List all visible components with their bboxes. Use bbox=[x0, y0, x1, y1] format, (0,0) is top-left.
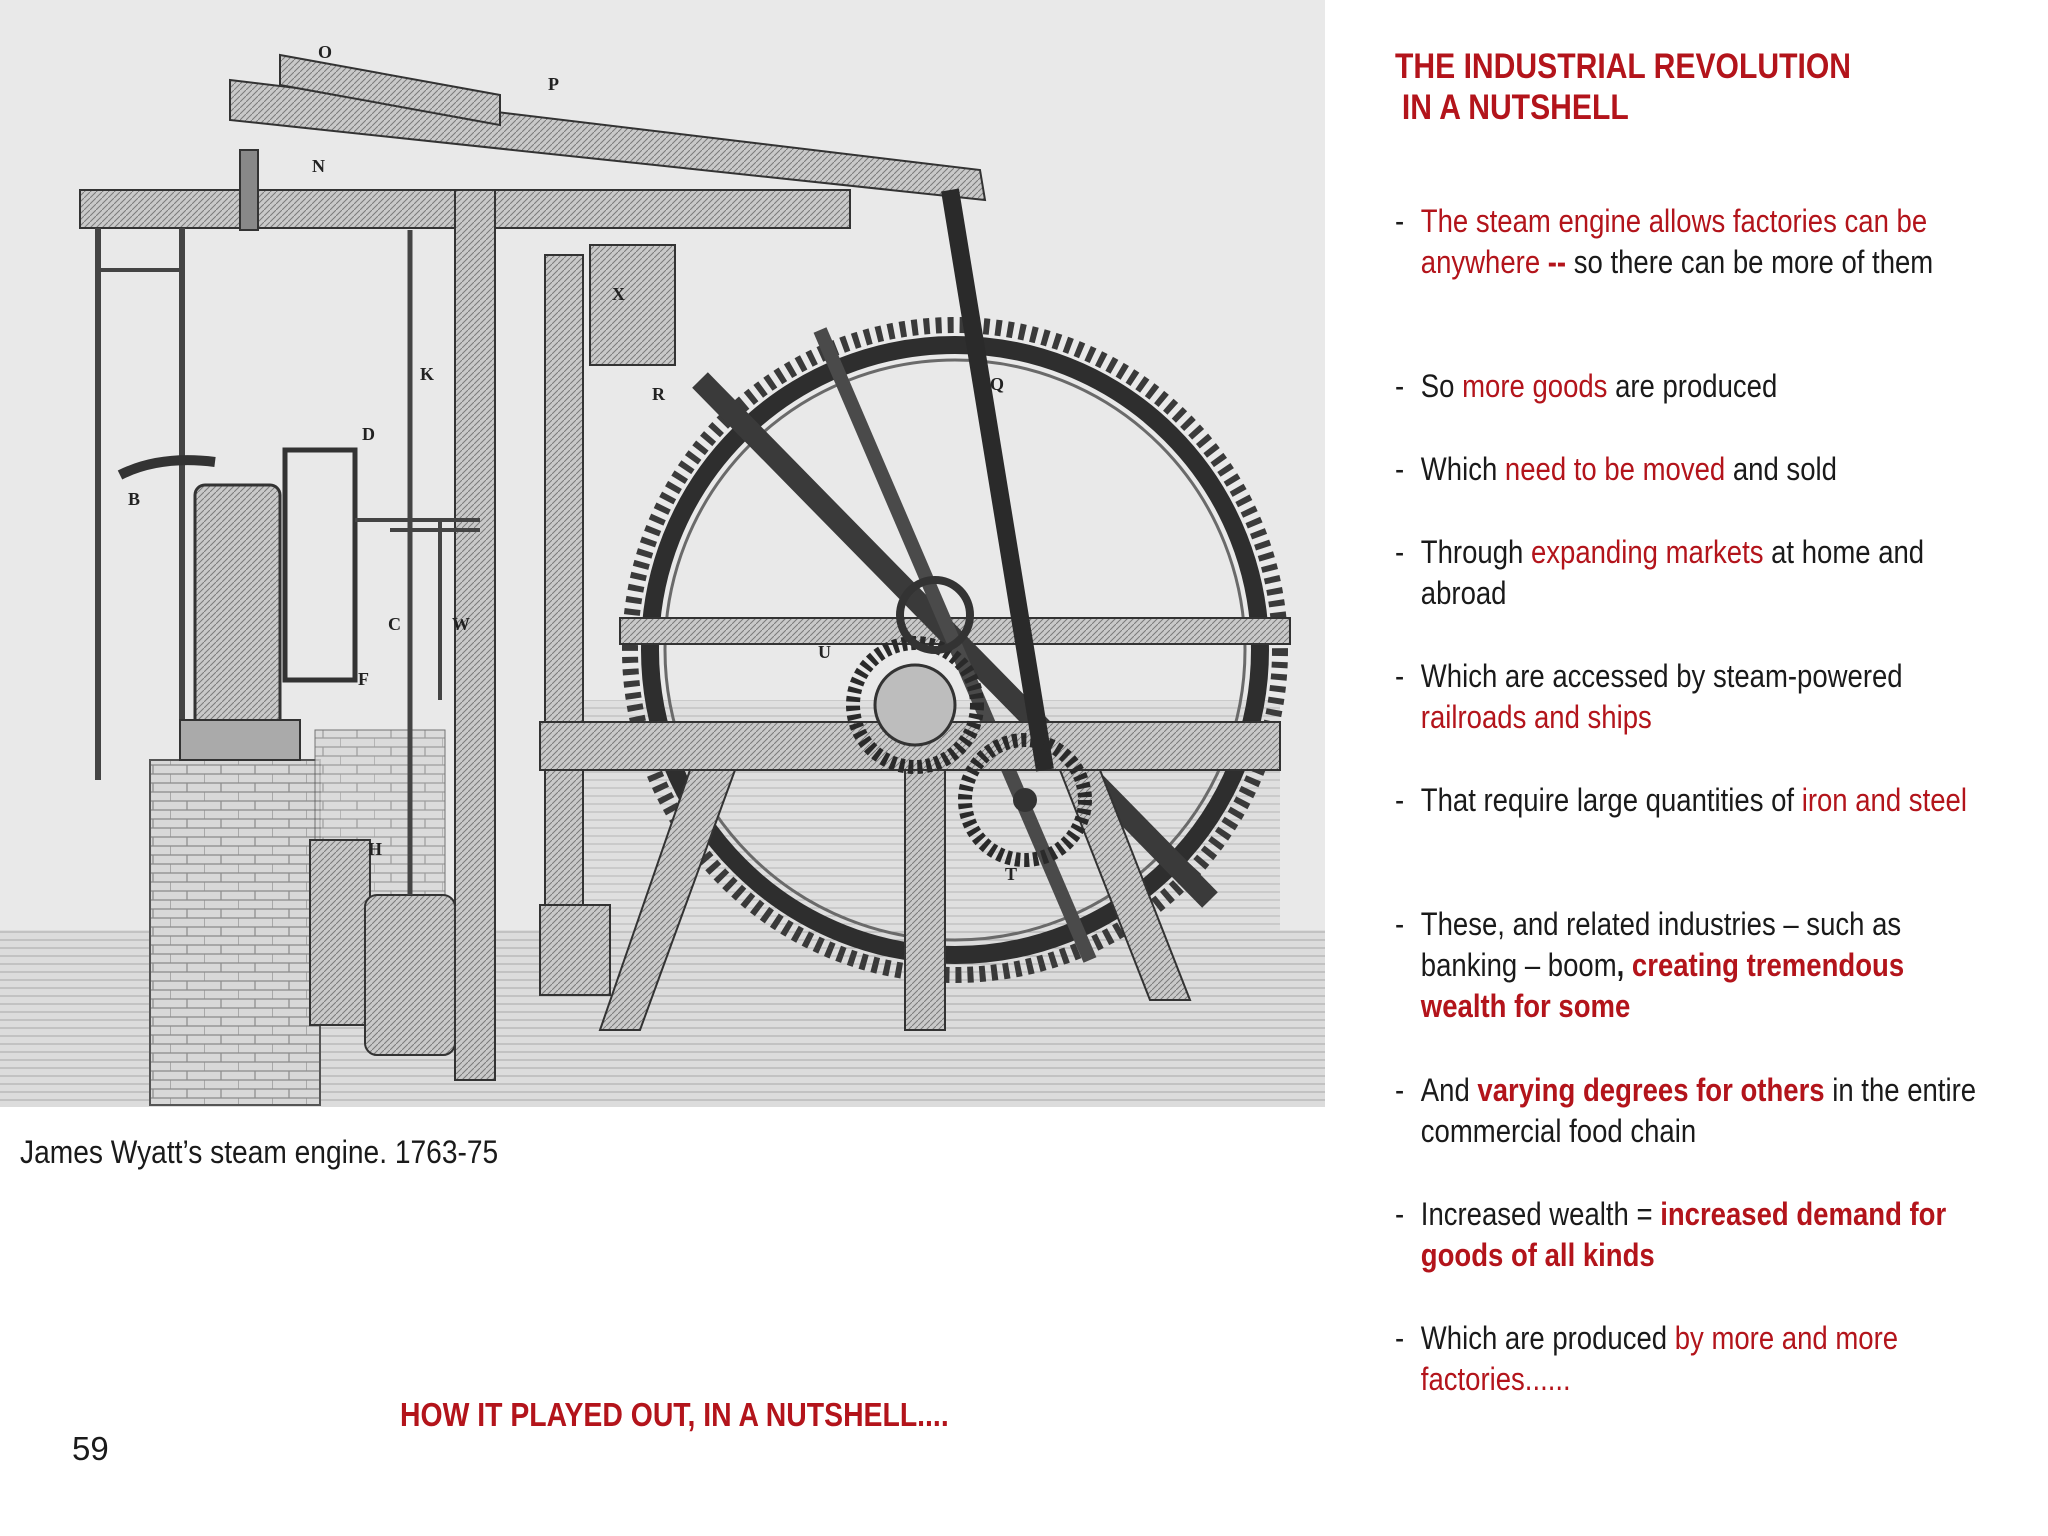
bullet-text: at home and abroad bbox=[1420, 534, 1925, 611]
page-number: 59 bbox=[72, 1430, 109, 1467]
label-u: U bbox=[818, 642, 831, 662]
bullet-highlight: iron and steel bbox=[1801, 782, 1967, 818]
label-f: F bbox=[358, 669, 369, 689]
bullet-highlight: creating tremendous wealth for some bbox=[1420, 947, 1905, 1024]
slide-title-line1: THE INDUSTRIAL REVOLUTION bbox=[1395, 47, 1851, 86]
bullet-markets bbox=[1395, 532, 1997, 614]
bullet-text: and sold bbox=[1725, 451, 1837, 487]
bullet-text: Increased wealth = bbox=[1420, 1196, 1661, 1232]
bullet-railroads bbox=[1395, 656, 1997, 738]
bullet-industries-boom bbox=[1395, 904, 1997, 1027]
steam-engine-illustration bbox=[0, 0, 1325, 1107]
bullet-highlight: need to be moved bbox=[1504, 451, 1726, 487]
bullet-text: Through bbox=[1420, 534, 1531, 570]
label-r: R bbox=[652, 384, 665, 404]
bullet-dash: - bbox=[1395, 1072, 1405, 1108]
bullet-dash: - bbox=[1395, 368, 1405, 404]
bullet-text: are produced bbox=[1607, 368, 1778, 404]
footer-title: HOW IT PLAYED OUT, IN A NUTSHELL.... bbox=[400, 1396, 949, 1433]
bullet-text: So bbox=[1420, 368, 1463, 404]
bullet-increased-wealth bbox=[1395, 1194, 1997, 1276]
slide-title-line2: IN A NUTSHELL bbox=[1401, 88, 1629, 127]
bullet-text: -- bbox=[1540, 244, 1567, 280]
bullet-highlight: varying degrees for others bbox=[1477, 1072, 1825, 1108]
bullet-text: Which bbox=[1420, 451, 1505, 487]
bullet-varying-degrees bbox=[1395, 1070, 1997, 1152]
label-n: N bbox=[312, 156, 325, 176]
bullet-text: And bbox=[1420, 1072, 1478, 1108]
bullet-dash: - bbox=[1395, 782, 1405, 818]
slide-title bbox=[1395, 46, 1945, 128]
bullet-text: These, and related industries – such as banking – boom bbox=[1420, 906, 1902, 983]
bullet-iron-steel bbox=[1395, 780, 1997, 821]
bullet-text: Which are accessed by steam-powered bbox=[1420, 658, 1903, 694]
label-b: B bbox=[128, 489, 141, 509]
bullet-steam-engine bbox=[1395, 201, 1997, 283]
bullet-highlight: expanding markets bbox=[1530, 534, 1764, 570]
label-x: X bbox=[612, 284, 625, 304]
label-p: P bbox=[548, 74, 559, 94]
bullet-dash: - bbox=[1395, 534, 1405, 570]
label-c: C bbox=[388, 614, 401, 634]
bullet-moved bbox=[1395, 449, 1997, 490]
bullet-text: Which are produced bbox=[1420, 1320, 1675, 1356]
label-w: W bbox=[452, 614, 470, 634]
bullet-dash: - bbox=[1395, 1196, 1405, 1232]
bullet-more-goods bbox=[1395, 366, 1997, 407]
bullet-dash: - bbox=[1395, 906, 1405, 942]
bullet-dash: - bbox=[1395, 658, 1405, 694]
bullet-dash: - bbox=[1395, 1320, 1405, 1356]
label-d: D bbox=[362, 424, 375, 444]
bullet-highlight: by more and more factories...... bbox=[1420, 1320, 1899, 1397]
label-q: Q bbox=[990, 374, 1005, 394]
label-h: H bbox=[368, 839, 383, 859]
image-caption: James Wyatt’s steam engine. 1763-75 bbox=[20, 1134, 499, 1170]
summary-panel bbox=[1395, 46, 2035, 1397]
bullet-highlight: railroads and ships bbox=[1420, 699, 1652, 735]
bullet-dash: - bbox=[1395, 451, 1405, 487]
label-t: T bbox=[1005, 864, 1018, 884]
label-k: K bbox=[420, 364, 435, 384]
bullet-more-factories bbox=[1395, 1318, 1997, 1400]
bullet-text: so there can be more of them bbox=[1566, 244, 1934, 280]
bullet-text: That require large quantities of bbox=[1420, 782, 1802, 818]
bullet-text: , bbox=[1616, 947, 1625, 983]
bullet-highlight: increased demand for goods of all kinds bbox=[1420, 1196, 1947, 1273]
bullet-text: The steam engine allows factories can be anywhere bbox=[1420, 203, 1928, 280]
label-o: O bbox=[318, 42, 333, 62]
bullet-dash: - bbox=[1395, 203, 1405, 239]
bullet-highlight: more goods bbox=[1462, 368, 1608, 404]
bullet-text: in the entire commercial food chain bbox=[1420, 1072, 1977, 1149]
